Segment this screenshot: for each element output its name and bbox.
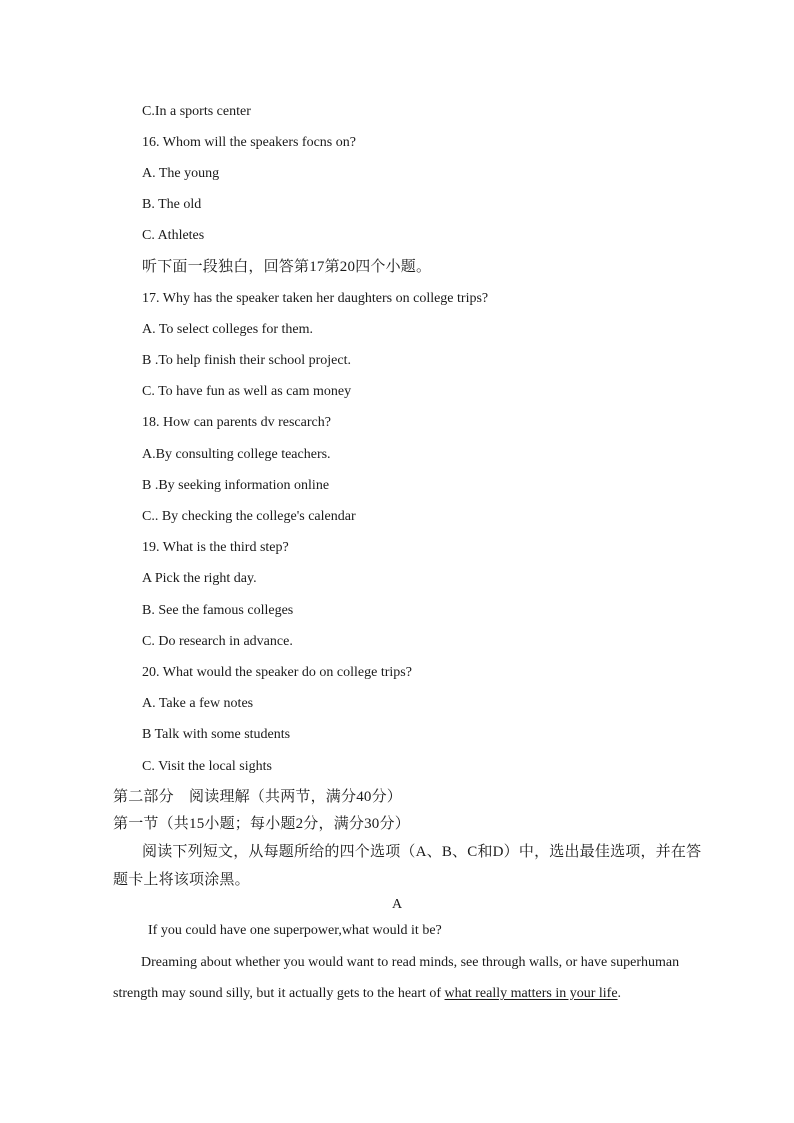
paragraph-text-end: .	[617, 986, 622, 1001]
q20-option-a: A. Take a few notes	[142, 696, 254, 711]
q18-option-b: B .By seeking information online	[142, 478, 330, 493]
q17-option-c: C. To have fun as well as cam money	[142, 384, 352, 399]
passage-title: If you could have one superpower,what would it be?	[148, 923, 442, 938]
q19-option-c: C. Do research in advance.	[142, 634, 293, 649]
passage-label: A	[391, 897, 403, 912]
q18-option-a: A.By consulting college teachers.	[142, 447, 331, 462]
q18-question: 18. How can parents dv rescarch?	[142, 415, 331, 430]
q19-option-a: A Pick the right day.	[142, 571, 257, 586]
q19-option-b: B. See the famous colleges	[142, 603, 294, 618]
q15-option-c: C.In a sports center	[142, 104, 251, 119]
reading-instruction-line2: 题卡上将该项涂黑。	[113, 872, 250, 888]
passage-paragraph-line2	[113, 985, 621, 1003]
q19-question: 19. What is the third step?	[142, 540, 289, 555]
q16-option-c: C. Athletes	[142, 228, 205, 243]
q16-option-b: B. The old	[142, 197, 202, 212]
q17-option-a: A. To select colleges for them.	[142, 322, 313, 337]
reading-instruction-line1: 阅读下列短文，从每题所给的四个选项（A、B、C和D）中，选出最佳选项，并在答	[142, 844, 702, 860]
q18-option-c: C.. By checking the college's calendar	[142, 509, 356, 524]
q20-question: 20. What would the speaker do on college trips?	[142, 665, 412, 680]
q17-option-b: B .To help finish their school project.	[142, 353, 351, 368]
q20-option-b: B Talk with some students	[142, 727, 291, 742]
paragraph-text-start: strength may sound silly, but it actually gets to the heart of	[113, 986, 445, 1001]
reading-section-heading: 第一节（共15小题；每小题2分，满分30分）	[113, 816, 410, 832]
monologue-instruction: 听下面一段独白，回答第17第20四个小题。	[142, 259, 432, 275]
passage-paragraph-line1: Dreaming about whether you would want to read minds, see through walls, or have superhuman	[141, 955, 680, 970]
q20-option-c: C. Visit the local sights	[142, 759, 272, 774]
q17-question: 17. Why has the speaker taken her daughters on college trips?	[142, 291, 489, 306]
q16-option-a: A. The young	[142, 166, 220, 181]
q16-question: 16. Whom will the speakers focns on?	[142, 135, 356, 150]
reading-part-heading: 第二部分 阅读理解（共两节，满分40分）	[113, 789, 403, 805]
underlined-phrase: what really matters in your life	[444, 986, 618, 1001]
